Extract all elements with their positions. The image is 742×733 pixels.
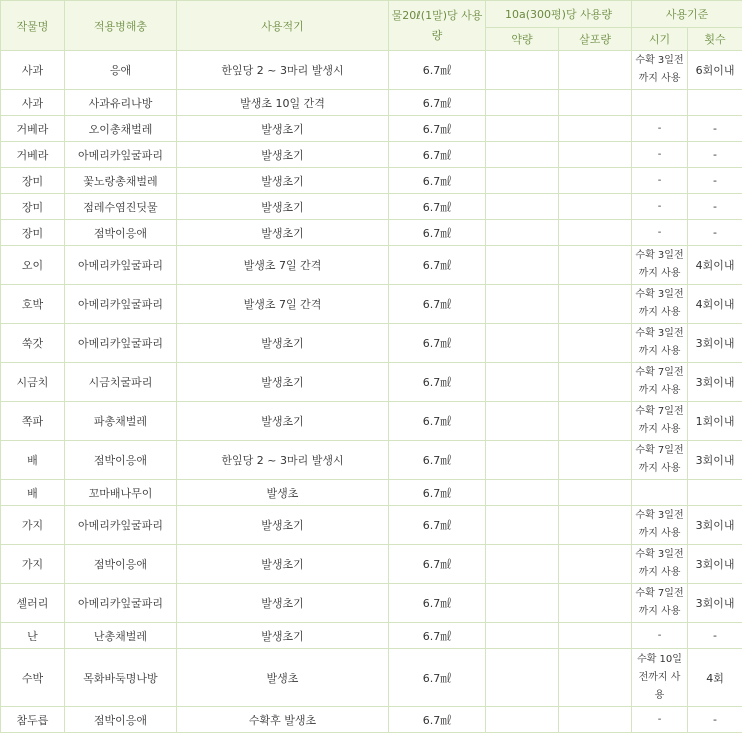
when-cell: - <box>632 623 688 649</box>
table-row <box>1 246 742 285</box>
amount-cell: 6.7㎖ <box>389 51 486 90</box>
timing-cell: 발생초기 <box>177 168 389 194</box>
crop-cell: 거베라 <box>1 142 65 168</box>
timing-cell: 발생초기 <box>177 194 389 220</box>
when-cell <box>632 480 688 506</box>
pest-cell: 파총채벌레 <box>65 402 177 441</box>
amount-cell: 6.7㎖ <box>389 285 486 324</box>
when-cell: - <box>632 116 688 142</box>
pest-cell: 점박이응애 <box>65 707 177 733</box>
amount-cell: 6.7㎖ <box>389 545 486 584</box>
count-cell: - <box>688 168 742 194</box>
when-cell: - <box>632 168 688 194</box>
crop-cell: 오이 <box>1 246 65 285</box>
count-cell: - <box>688 116 742 142</box>
amount-cell: 6.7㎖ <box>389 116 486 142</box>
chemical-cell <box>486 545 559 584</box>
header-when: 시기 <box>632 28 688 51</box>
table-header <box>1 1 742 51</box>
pest-cell: 오이총채벌레 <box>65 116 177 142</box>
crop-cell: 가지 <box>1 506 65 545</box>
timing-cell: 발생초기 <box>177 363 389 402</box>
pest-cell: 사과유리나방 <box>65 90 177 116</box>
amount-cell: 6.7㎖ <box>389 584 486 623</box>
timing-cell: 한잎당 2 ~ 3마리 발생시 <box>177 441 389 480</box>
table-row <box>1 168 742 194</box>
timing-cell: 발생초 7일 간격 <box>177 246 389 285</box>
chemical-cell <box>486 441 559 480</box>
chemical-cell <box>486 51 559 90</box>
amount-cell: 6.7㎖ <box>389 707 486 733</box>
amount-cell: 6.7㎖ <box>389 220 486 246</box>
table-row <box>1 441 742 480</box>
pest-cell: 점박이응애 <box>65 545 177 584</box>
pest-cell: 아메리카잎굴파리 <box>65 324 177 363</box>
table-row <box>1 649 742 707</box>
pest-cell: 난총채벌레 <box>65 623 177 649</box>
crop-cell: 시금치 <box>1 363 65 402</box>
when-cell: 수확 3일전 까지 사용 <box>632 285 688 324</box>
spray-cell <box>559 324 632 363</box>
crop-cell: 셀러리 <box>1 584 65 623</box>
amount-cell: 6.7㎖ <box>389 506 486 545</box>
count-cell: 1회이내 <box>688 402 742 441</box>
amount-cell: 6.7㎖ <box>389 90 486 116</box>
pest-cell: 점박이응애 <box>65 441 177 480</box>
crop-cell: 사과 <box>1 51 65 90</box>
count-cell: 3회이내 <box>688 506 742 545</box>
spray-cell <box>559 584 632 623</box>
crop-cell: 참두릅 <box>1 707 65 733</box>
crop-cell: 호박 <box>1 285 65 324</box>
crop-cell: 쪽파 <box>1 402 65 441</box>
when-cell: 수확 7일전 까지 사용 <box>632 584 688 623</box>
amount-cell: 6.7㎖ <box>389 649 486 707</box>
table-row <box>1 480 742 506</box>
timing-cell: 발생초기 <box>177 545 389 584</box>
pest-cell: 아메리카잎굴파리 <box>65 246 177 285</box>
chemical-cell <box>486 142 559 168</box>
table-row <box>1 142 742 168</box>
timing-cell: 발생초기 <box>177 402 389 441</box>
when-cell: 수확 3일전 까지 사용 <box>632 545 688 584</box>
timing-cell: 발생초 <box>177 649 389 707</box>
spray-cell <box>559 623 632 649</box>
spray-cell <box>559 707 632 733</box>
when-cell: 수확 10일 전까지 사 용 <box>632 649 688 707</box>
crop-cell: 난 <box>1 623 65 649</box>
chemical-cell <box>486 116 559 142</box>
pest-cell: 아메리카잎굴파리 <box>65 506 177 545</box>
table-body <box>1 51 742 733</box>
pest-cell: 아메리카잎굴파리 <box>65 285 177 324</box>
pest-cell: 점박이응애 <box>65 220 177 246</box>
table-row <box>1 220 742 246</box>
crop-cell: 거베라 <box>1 116 65 142</box>
spray-cell <box>559 90 632 116</box>
table-row <box>1 116 742 142</box>
count-cell: - <box>688 220 742 246</box>
pest-cell: 점레수염진딧물 <box>65 194 177 220</box>
count-cell: 4회이내 <box>688 246 742 285</box>
pest-cell: 아메리카잎굴파리 <box>65 584 177 623</box>
header-per-10a: 10a(300평)당 사용량 <box>486 1 632 28</box>
header-row-1 <box>1 1 742 28</box>
count-cell: 3회이내 <box>688 363 742 402</box>
chemical-cell <box>486 402 559 441</box>
crop-cell: 쑥갓 <box>1 324 65 363</box>
timing-cell: 발생초기 <box>177 623 389 649</box>
chemical-cell <box>486 649 559 707</box>
chemical-cell <box>486 480 559 506</box>
count-cell: 3회이내 <box>688 324 742 363</box>
chemical-cell <box>486 324 559 363</box>
count-cell: - <box>688 194 742 220</box>
timing-cell: 발생초기 <box>177 142 389 168</box>
crop-cell: 장미 <box>1 220 65 246</box>
table-row <box>1 51 742 90</box>
amount-cell: 6.7㎖ <box>389 623 486 649</box>
amount-cell: 6.7㎖ <box>389 324 486 363</box>
crop-cell: 배 <box>1 441 65 480</box>
timing-cell: 한잎당 2 ~ 3마리 발생시 <box>177 51 389 90</box>
header-chemical: 약량 <box>486 28 559 51</box>
when-cell: 수확 7일전 까지 사용 <box>632 402 688 441</box>
table-row <box>1 623 742 649</box>
header-pest: 적용병해충 <box>65 1 177 51</box>
table-row <box>1 584 742 623</box>
pest-cell: 시금치굴파리 <box>65 363 177 402</box>
pest-cell: 꽃노랑총채벌레 <box>65 168 177 194</box>
header-crop: 작물명 <box>1 1 65 51</box>
chemical-cell <box>486 220 559 246</box>
when-cell: - <box>632 220 688 246</box>
when-cell: 수확 3일전 까지 사용 <box>632 506 688 545</box>
table-row <box>1 707 742 733</box>
chemical-cell <box>486 194 559 220</box>
when-cell <box>632 90 688 116</box>
spray-cell <box>559 285 632 324</box>
when-cell: - <box>632 707 688 733</box>
crop-cell: 수박 <box>1 649 65 707</box>
amount-cell: 6.7㎖ <box>389 363 486 402</box>
amount-cell: 6.7㎖ <box>389 168 486 194</box>
table-row <box>1 363 742 402</box>
chemical-cell <box>486 363 559 402</box>
when-cell: 수확 3일전 까지 사용 <box>632 324 688 363</box>
when-cell: - <box>632 142 688 168</box>
chemical-cell <box>486 246 559 285</box>
count-cell: 4회이내 <box>688 285 742 324</box>
amount-cell: 6.7㎖ <box>389 142 486 168</box>
count-cell: 3회이내 <box>688 441 742 480</box>
timing-cell: 발생초 <box>177 480 389 506</box>
table-row <box>1 90 742 116</box>
amount-cell: 6.7㎖ <box>389 480 486 506</box>
spray-cell <box>559 116 632 142</box>
chemical-cell <box>486 623 559 649</box>
header-count: 횟수 <box>688 28 742 51</box>
crop-cell: 장미 <box>1 194 65 220</box>
when-cell: 수확 7일전 까지 사용 <box>632 441 688 480</box>
count-cell: - <box>688 623 742 649</box>
count-cell: 3회이내 <box>688 545 742 584</box>
table-row <box>1 402 742 441</box>
count-cell <box>688 480 742 506</box>
count-cell: 3회이내 <box>688 584 742 623</box>
spray-cell <box>559 220 632 246</box>
spray-cell <box>559 194 632 220</box>
table-row <box>1 324 742 363</box>
timing-cell: 발생초기 <box>177 324 389 363</box>
pest-cell: 목화바둑명나방 <box>65 649 177 707</box>
timing-cell: 발생초기 <box>177 116 389 142</box>
spray-cell <box>559 441 632 480</box>
pest-cell: 꼬마배나무이 <box>65 480 177 506</box>
spray-cell <box>559 51 632 90</box>
when-cell: 수확 3일전 까지 사용 <box>632 51 688 90</box>
pest-cell: 응애 <box>65 51 177 90</box>
pest-cell: 아메리카잎굴파리 <box>65 142 177 168</box>
amount-cell: 6.7㎖ <box>389 441 486 480</box>
header-water-amount: 물20ℓ(1말)당 사용량 <box>389 1 486 51</box>
amount-cell: 6.7㎖ <box>389 402 486 441</box>
count-cell: 4회 <box>688 649 742 707</box>
table-row <box>1 545 742 584</box>
timing-cell: 발생초 10일 간격 <box>177 90 389 116</box>
spray-cell <box>559 168 632 194</box>
table-row <box>1 194 742 220</box>
crop-cell: 사과 <box>1 90 65 116</box>
crop-cell: 가지 <box>1 545 65 584</box>
timing-cell: 수확후 발생초 <box>177 707 389 733</box>
spray-cell <box>559 506 632 545</box>
header-standard: 사용기준 <box>632 1 742 28</box>
table-row <box>1 506 742 545</box>
spray-cell <box>559 545 632 584</box>
when-cell: - <box>632 194 688 220</box>
timing-cell: 발생초기 <box>177 584 389 623</box>
header-timing: 사용적기 <box>177 1 389 51</box>
when-cell: 수확 3일전 까지 사용 <box>632 246 688 285</box>
when-cell: 수확 7일전 까지 사용 <box>632 363 688 402</box>
chemical-cell <box>486 584 559 623</box>
table-row <box>1 285 742 324</box>
crop-cell: 배 <box>1 480 65 506</box>
amount-cell: 6.7㎖ <box>389 246 486 285</box>
chemical-cell <box>486 707 559 733</box>
chemical-cell <box>486 285 559 324</box>
spray-cell <box>559 363 632 402</box>
count-cell: - <box>688 142 742 168</box>
crop-cell: 장미 <box>1 168 65 194</box>
spray-cell <box>559 402 632 441</box>
chemical-cell <box>486 168 559 194</box>
header-spray: 살포량 <box>559 28 632 51</box>
spray-cell <box>559 480 632 506</box>
count-cell: 6회이내 <box>688 51 742 90</box>
timing-cell: 발생초기 <box>177 506 389 545</box>
count-cell: - <box>688 707 742 733</box>
spray-cell <box>559 649 632 707</box>
timing-cell: 발생초기 <box>177 220 389 246</box>
timing-cell: 발생초 7일 간격 <box>177 285 389 324</box>
spray-cell <box>559 142 632 168</box>
count-cell <box>688 90 742 116</box>
chemical-cell <box>486 90 559 116</box>
chemical-cell <box>486 506 559 545</box>
spray-cell <box>559 246 632 285</box>
amount-cell: 6.7㎖ <box>389 194 486 220</box>
